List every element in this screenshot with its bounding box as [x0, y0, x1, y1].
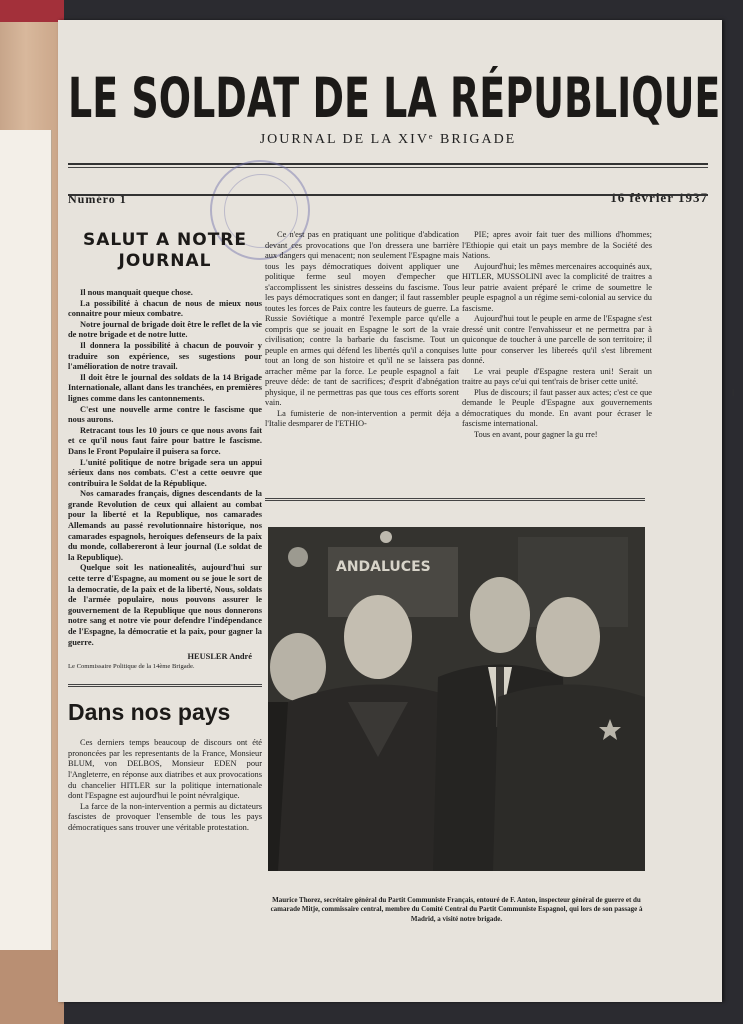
sign-text: ANDALUCES: [336, 559, 431, 575]
margin-mark: ǀ: [732, 388, 735, 399]
column-right: [462, 230, 652, 440]
paragraph: Ces derniers temps beaucoup de discours ont été prononcées par les representants de la France, Monsieur BLUM, von DELBOS, Monsieur EDEN pour l'Angleterre, en réponse aux diatribes et aux provocations du chancelier HITLER sur la politique internationale dont l'Espagne est aujourd'hui le point névralgique.: [68, 738, 262, 801]
paragraph: Aujourd'hui tout le peuple en arme de l'Espagne s'est dressé unit contre l'envahisseur et ne permettra par à quiconque de toucher à une parcelle de son territoire; il lutte pour conserver les libereés qu'il s'est librement donné.: [462, 314, 652, 365]
paragraph: Aujourd'hui; les mêmes mercenaires accoquinés aux, HITLER, MUSSOLINI avec la complicité de traitres a leur patrie avaient préparé le crime de soumettre le peuple espagnol a un régime semi-colonial au service du fascisme.: [462, 261, 652, 313]
photo-caption: Maurice Thorez, secrétaire général du Partit Communiste Français, entouré de F. Anton, inspecteur général de guerre et du camarade Mitje, commissaire central, membre du Comité Central du Partit Communiste Espagnol, qui lors de son passage à Madrid, a visité notre brigade.: [270, 896, 643, 923]
paragraph: Plus de discours; il faut passer aux actes; c'est ce que demande le Peuple d'Espagne aux gouvernements démocratiques du monde. En avant pour écraser le fascisme international.: [462, 387, 652, 428]
paragraph: La possibilité à chacun de nous de mieux nous connaitre pour mieux combatre.: [68, 298, 262, 319]
paragraph: Quelque soit les nationealités, aujourd'hui sur cette terre d'Espagne, au moment ou se joue le sort de la democratie, de la paix et de la liberté, Nous, soldats de l'armée populaire, nous pouvons assurer le gouvernement de la Republique que nous donnerons notre sang et notre vie pour defendre l'indépendance de l'Espagne, la démocratie et la paix, pour gagner la guerre.: [68, 563, 262, 647]
masthead-rule-top: [68, 163, 708, 165]
paragraph: Notre journal de brigade doit être le reflet de la vie de notre brigade et de notre lutte.: [68, 319, 262, 340]
binder-edge: [0, 0, 64, 1024]
photo-illustration: [268, 527, 645, 871]
paragraph: Tous en avant, pour gagner la gu rre!: [474, 429, 598, 439]
paragraph: Retracant tous les 10 jours ce que nous avons fait et ce qu'il nous faut faire pour battre le fascisme. Dans le Front Populaire il puisera sa force.: [68, 425, 262, 456]
paragraph: PIE; apres avoir fait tuer des millions d'hommes; l'Ethiopie qui etait un pays membre de la Société des Nations.: [462, 230, 652, 260]
masthead-title: LE SOLDAT DE LA RÉPUBLIQUE: [68, 66, 721, 130]
column-middle: [265, 230, 459, 430]
photo-divider: [265, 498, 645, 501]
paragraph: Le vrai peuple d'Espagne restera uni! Serait un traitre au pays ce'ui qui tent'rais de briser cette unité.: [462, 366, 652, 386]
issue-date: 16 février 1937: [610, 190, 708, 205]
paragraph: Ce n'est pas en pratiquant une politique d'abdication devant ces provocations que l'on dressera une barrière aux dangers qui menacent; non seulement l'Espagne mais tous les pays démocratiques doivent appliquer une politique ferme seul moyen d'empecher que s'accomplissent les sinistres desseins du fascisme. Tous les pays démocratiques sont en danger; il faut rassembler toutes les forces de Paix contre les fauteurs de guerre. La Russie Soviétique a montré l'exemple parce qu'elle a compris que se jouait en Espagne le sort de la vraie civilisation; contre la barbarie du fascisme. Tout un peuple en armes qui défend les libertés qu'il a conquises tout an long de son histoire et qu'il ne se laissera pas arracher même par la force. Le peuple espagnol a fait preuve déde: de tant de sacrifices; d'esprit d'abnégation physique, il ne permettras pas que tous ces efforts sorent vain.: [265, 230, 459, 407]
article-title-dans-nos-pays: Dans nos pays: [68, 699, 231, 726]
article-signature: HEUSLER André: [187, 652, 252, 662]
binder-red-band: [0, 0, 64, 22]
masthead-subtitle: JOURNAL DE LA XIVᵉ BRIGADE: [259, 132, 517, 147]
paragraph: Il doit être le journal des soldats de la 14 Brigade Internationale, allant dans les tranchées, en premières lignes comme dans les cantonnements.: [68, 372, 262, 403]
binder-paper-strip: [0, 130, 52, 950]
signature-note: Le Commissaire Politique de la 14ème Brigade.: [68, 663, 195, 671]
paragraph: L'unité politique de notre brigade sera un appui sérieux dans nos combats. C'est a cette oeuvre que contribuira le Soldat de la République.: [68, 457, 262, 488]
group-photograph: [268, 527, 645, 871]
section-divider: [68, 684, 262, 687]
paragraph: La fumisterie de non-intervention a permit déja a l'Italie desmparer de l'ETHIO-: [265, 408, 459, 428]
masthead-rule-top-thin: [68, 167, 708, 168]
newspaper-page: [58, 20, 735, 1002]
column-left: [68, 230, 262, 834]
paragraph: Il donnera la possibilité à chacun de pouvoir y traduire son expérience, ses sugestions pour l'amélioration de notre travail.: [68, 340, 262, 372]
issue-number: Numéro 1: [68, 192, 127, 206]
paragraph: La farce de la non-intervention a permis au dictateurs fascistes de provoquer l'ensemble de tous les pays démocratiques sans trouver une véritable protestation.: [68, 801, 262, 832]
article-title-salut: SALUT A NOTRE JOURNAL: [83, 230, 247, 271]
article-body-salut: [68, 288, 262, 648]
paragraph: C'est une nouvelle arme contre le fascisme que nous aurons.: [68, 404, 262, 425]
paragraph: Il nous manquait queque chose.: [80, 288, 193, 297]
issue-rule-bottom: [68, 194, 708, 196]
article-body-dans-nos-pays: [68, 738, 262, 833]
binder-lower-cover: [0, 950, 64, 1024]
paragraph: Nos camarades français, dignes descendants de la grande Revolution de ceux qui allaient au combat pour la liberté et la Republique, nos camarades Allemands au passé revolutionnaire historique, nos camarades espagnols, heroiques defenseurs de la paix du monde, collabereront à leur journal (Le soldat de la Republique).: [68, 489, 262, 562]
